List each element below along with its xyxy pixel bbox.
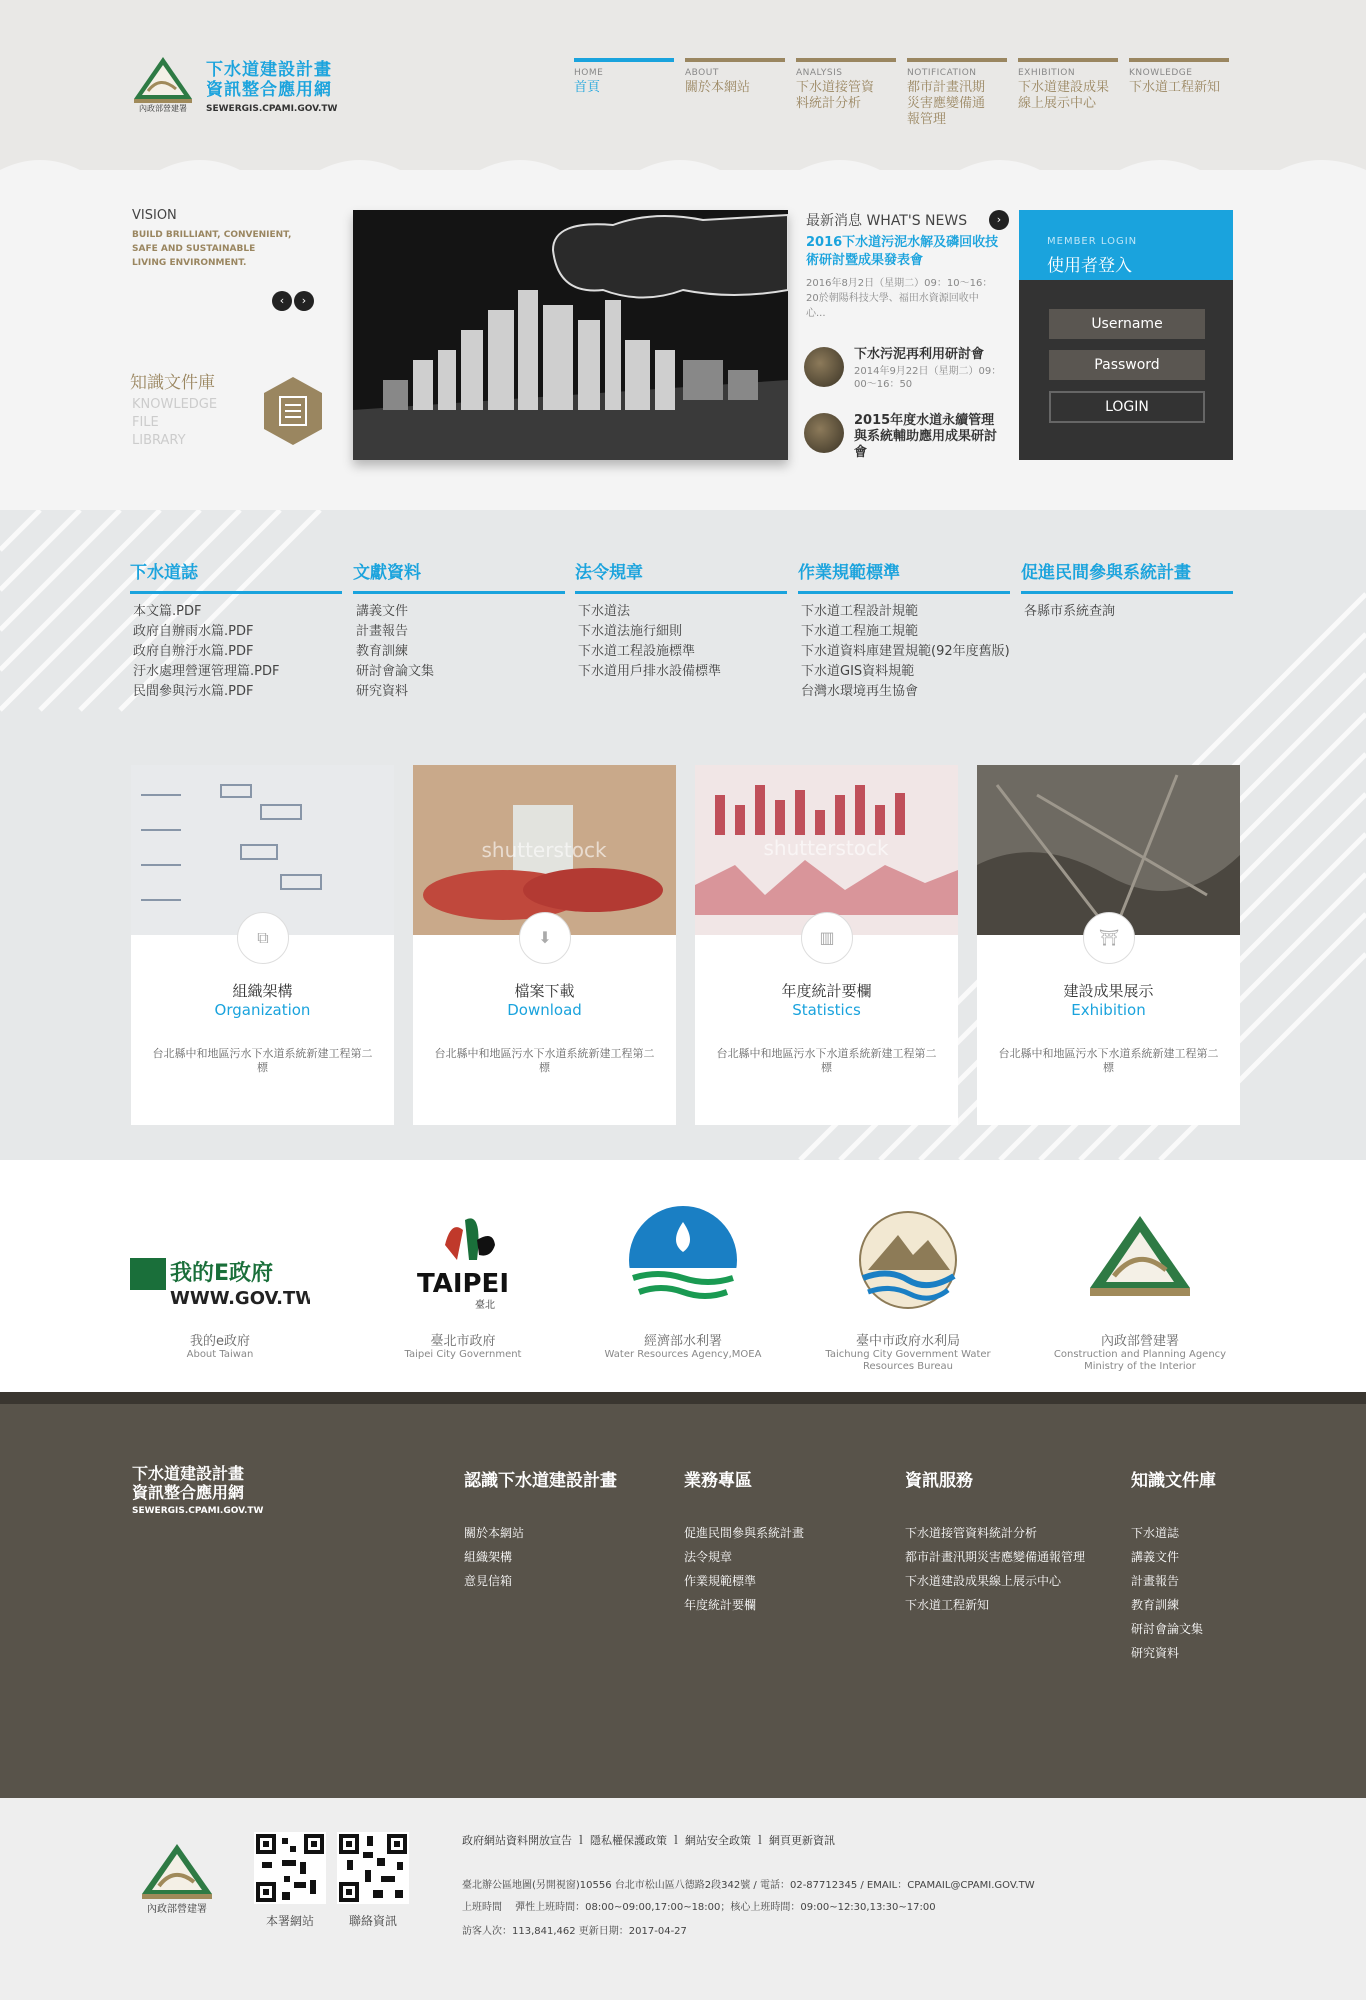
nav-home-zh: 首頁	[574, 80, 601, 95]
footer-link[interactable]: 年度統計要欄	[684, 1598, 757, 1612]
footer-link[interactable]: 作業規範標準	[684, 1574, 757, 1588]
footer-link[interactable]: 促進民間參與系統計畫	[684, 1526, 805, 1540]
column-link[interactable]: 下水道用戶排水設備標準	[578, 664, 722, 679]
card-title-zh: 年度統計要欄	[781, 982, 872, 1000]
footer-link[interactable]: 組織架構	[464, 1550, 513, 1564]
column-title[interactable]: 作業規範標準	[798, 558, 1010, 594]
partner-name-en: Water Resources Agency,MOEA	[604, 1349, 762, 1360]
card-image	[413, 765, 676, 935]
svg-text:shutterstock: shutterstock	[763, 836, 889, 860]
footer-link[interactable]: 講義文件	[1131, 1550, 1180, 1564]
column-standards	[798, 558, 1010, 702]
chart-icon: ▥	[801, 912, 853, 964]
card-image	[977, 765, 1240, 935]
visitor-count: 訪客人次：113,841,462 更新日期：2017-04-27	[462, 1926, 687, 1937]
nav-analysis-en: ANALYSIS	[796, 68, 843, 78]
footer-site-url: SEWERGIS.CPAMI.GOV.TW	[132, 1506, 264, 1516]
nav-analysis-zh: 下水道接管資料統計分析	[796, 80, 875, 111]
column-link[interactable]: 政府自辦雨水篇.PDF	[133, 624, 254, 639]
login-header	[1019, 210, 1233, 280]
footer-col-about	[464, 1466, 617, 1593]
download-icon: ⬇	[519, 912, 571, 964]
card-image	[695, 765, 958, 935]
nav-knowledge-zh: 下水道工程新知	[1129, 80, 1221, 95]
footer-link[interactable]: 下水道誌	[1131, 1526, 1180, 1540]
footer	[0, 1404, 1366, 1798]
news-item-title: 下水污泥再利用研討會	[854, 347, 985, 362]
news-thumbnail	[804, 413, 844, 453]
column-link[interactable]: 下水道工程設施標準	[578, 644, 696, 659]
column-title[interactable]: 法令規章	[575, 558, 787, 594]
nav-notification[interactable]	[907, 58, 1007, 128]
library-subtitle	[132, 396, 217, 450]
library-en-3: LIBRARY	[132, 433, 186, 448]
login-button[interactable]: LOGIN	[1049, 391, 1205, 423]
cpami-partner-logo	[1050, 1200, 1230, 1320]
news-main-title[interactable]: 2016下水道污泥水解及磷回收技術研討暨成果發表會	[806, 235, 999, 268]
column-link[interactable]: 各縣市系統查詢	[1024, 604, 1116, 619]
footer-link[interactable]: 法令規章	[684, 1550, 733, 1564]
card-title-en: Download	[507, 1001, 582, 1019]
nav-analysis[interactable]	[796, 58, 896, 112]
partner-name-zh: 經濟部水利署	[643, 1334, 722, 1349]
nav-knowledge[interactable]	[1129, 58, 1229, 96]
footer-site-title[interactable]	[132, 1464, 244, 1502]
column-title[interactable]: 促進民間參與系統計畫	[1021, 558, 1233, 594]
partner-name-zh: 內政部營建署	[1100, 1334, 1179, 1349]
news-item[interactable]	[804, 413, 1004, 463]
partner-taipei[interactable]	[373, 1200, 553, 1361]
footer-col-title: 業務專區	[684, 1471, 752, 1491]
svg-text:內政部營建署: 內政部營建署	[147, 1904, 207, 1915]
news-thumbnail	[804, 347, 844, 387]
card-title-zh: 檔案下載	[514, 982, 575, 1000]
footer-col-business	[684, 1466, 804, 1617]
nav-home[interactable]	[574, 58, 674, 96]
username-field[interactable]: Username	[1049, 309, 1205, 339]
city-model-illustration	[353, 210, 788, 460]
news-main-desc: 2016年8月2日（星期二）09：10～16：20於朝陽科技大學、福田水資源回收中心...	[806, 278, 993, 319]
nav-notification-zh: 都市計畫汛期災害應變備通報管理	[907, 80, 986, 127]
footer-link[interactable]: 研究資料	[1131, 1646, 1180, 1660]
qr-code-website[interactable]	[254, 1832, 326, 1904]
footer-title-line1: 下水道建設計畫	[132, 1464, 245, 1483]
partner-name-en: Taipei City Government	[404, 1349, 522, 1360]
partner-taichung-water[interactable]	[818, 1200, 998, 1373]
card-title-en: Exhibition	[1071, 1001, 1146, 1019]
column-link[interactable]: 下水道工程施工規範	[801, 624, 919, 639]
site-title-line1: 下水道建設計畫	[206, 60, 332, 80]
bottom-bar	[0, 1798, 1366, 2000]
svg-text:臺北: 臺北	[475, 1300, 495, 1311]
site-url: SEWERGIS.CPAMI.GOV.TW	[206, 104, 338, 114]
partner-egov[interactable]	[130, 1200, 310, 1361]
column-sewer-records	[130, 558, 342, 702]
prev-slide-button[interactable]: ‹	[272, 291, 292, 311]
column-link[interactable]: 政府自辦汙水篇.PDF	[133, 644, 254, 659]
card-desc: 台北縣中和地區污水下水道系統新建工程第二標	[716, 1047, 937, 1074]
partner-cpami[interactable]	[1050, 1200, 1230, 1373]
column-link[interactable]: 下水道GIS資料規範	[801, 664, 915, 679]
partner-name-en: Taichung City Government Water Resources Bureau	[825, 1349, 991, 1372]
column-link[interactable]: 民間參與污水篇.PDF	[133, 684, 254, 699]
next-slide-button[interactable]: ›	[294, 291, 314, 311]
taichung-logo	[818, 1200, 998, 1320]
card-download[interactable]	[413, 765, 676, 1125]
qr-code-contact[interactable]	[337, 1832, 409, 1904]
links-section	[0, 510, 1366, 1160]
svg-text:內政部營建署: 內政部營建署	[139, 104, 187, 113]
card-organization[interactable]	[131, 765, 394, 1125]
news-item-date: 2014年9月22日（星期二）09：00～16：50	[854, 366, 1002, 390]
nav-exhibition-en: EXHIBITION	[1018, 68, 1076, 78]
column-private-participation	[1021, 558, 1233, 622]
column-title[interactable]: 下水道誌	[130, 558, 342, 594]
footer-link[interactable]: 關於本網站	[464, 1526, 525, 1540]
column-link[interactable]: 台灣水環境再生協會	[801, 684, 919, 699]
qr-label-contact: 聯絡資訊	[348, 1914, 397, 1928]
column-regulations	[575, 558, 787, 682]
address-info: 臺北辦公區地圖(另開視窗)10556 台北市松山區八德路2段342號 / 電話：02-87712345 / EMAIL：CPAMAIL@CPAMI.GOV.TW	[462, 1880, 1035, 1891]
partner-name-en: Construction and Planning Agency Ministry of the Interior	[1053, 1349, 1227, 1372]
nav-about-zh: 關於本網站	[685, 80, 751, 95]
svg-text:shutterstock: shutterstock	[481, 838, 607, 862]
column-link[interactable]: 下水道資料庫建置規範(92年度舊版)	[801, 644, 1010, 659]
column-link[interactable]: 下水道法施行細則	[578, 624, 683, 639]
footer-link[interactable]: 計畫報告	[1131, 1574, 1180, 1588]
card-image	[131, 765, 394, 935]
exhibit-icon: ⛩	[1083, 912, 1135, 964]
card-desc: 台北縣中和地區污水下水道系統新建工程第二標	[152, 1047, 373, 1074]
library-title[interactable]: 知識文件庫	[130, 373, 215, 393]
column-link[interactable]: 汙水處理營運管理篇.PDF	[133, 664, 280, 679]
egov-logo	[130, 1200, 310, 1320]
svg-text:TAIPEI: TAIPEI	[416, 1269, 510, 1299]
footer-col-library	[1131, 1466, 1216, 1665]
vision-title: VISION	[132, 208, 177, 223]
news-more-button[interactable]: ›	[989, 210, 1009, 230]
footer-link[interactable]: 意見信箱	[464, 1574, 513, 1588]
card-desc: 台北縣中和地區污水下水道系統新建工程第二標	[998, 1047, 1219, 1074]
column-link[interactable]: 教育訓練	[356, 644, 409, 659]
password-field[interactable]: Password	[1049, 350, 1205, 380]
footer-link[interactable]: 都市計畫汛期災害應變備通報管理	[905, 1550, 1086, 1564]
nav-notification-en: NOTIFICATION	[907, 68, 977, 78]
partner-name-en: About Taiwan	[186, 1349, 254, 1360]
hero-slide-image[interactable]	[353, 210, 788, 460]
nav-about-en: ABOUT	[685, 68, 719, 78]
card-title-zh: 建設成果展示	[1063, 982, 1154, 1000]
footer-title-line2: 資訊整合應用網	[132, 1483, 245, 1502]
footer-col-title: 知識文件庫	[1131, 1471, 1216, 1491]
news-heading: 最新消息 WHAT'S NEWS	[806, 213, 968, 229]
partner-name-zh: 臺北市政府	[430, 1334, 496, 1349]
partner-wra[interactable]	[593, 1200, 773, 1361]
footer-col-services	[905, 1466, 1085, 1617]
column-title[interactable]: 文獻資料	[353, 558, 565, 594]
nav-knowledge-en: KNOWLEDGE	[1129, 68, 1193, 78]
column-link[interactable]: 本文篇.PDF	[133, 604, 202, 619]
login-title-zh: 使用者登入	[1047, 256, 1132, 276]
column-link[interactable]: 研討會論文集	[356, 664, 435, 679]
card-title-zh: 組織架構	[232, 982, 293, 1000]
cpami-logo[interactable]	[130, 55, 196, 115]
footer-col-title: 認識下水道建設計畫	[464, 1471, 617, 1491]
footer-link[interactable]: 研討會論文集	[1131, 1622, 1204, 1636]
taipei-logo	[373, 1200, 553, 1320]
footer-link[interactable]: 下水道接管資料統計分析	[905, 1526, 1038, 1540]
column-link[interactable]: 計畫報告	[356, 624, 409, 639]
column-documents	[353, 558, 565, 702]
library-en-1: KNOWLEDGE	[132, 397, 218, 412]
vision-text: BUILD BRILLIANT, CONVENIENT, SAFE AND SUSTAINABLE LIVING ENVIRONMENT.	[132, 230, 292, 268]
footer-link[interactable]: 下水道建設成果線上展示中心	[905, 1574, 1062, 1588]
card-exhibition[interactable]	[977, 765, 1240, 1125]
news-item-title: 2015年度水道永續管理與系統輔助應用成果研討會	[854, 413, 998, 460]
library-en-2: FILE	[132, 415, 159, 430]
column-link[interactable]: 研究資料	[356, 684, 409, 699]
column-link[interactable]: 下水道工程設計規範	[801, 604, 919, 619]
card-title-en: Statistics	[792, 1001, 861, 1019]
nav-about[interactable]	[685, 58, 785, 96]
news-item[interactable]	[804, 347, 1004, 389]
policy-links[interactable]: 政府網站資料開放宣告 ｌ 隱私權保護政策 ｌ 網站安全政策 ｌ 網頁更新資訊	[462, 1834, 835, 1847]
nav-exhibition-zh: 下水道建設成果線上展示中心	[1018, 80, 1110, 111]
wra-logo	[593, 1200, 773, 1320]
svg-text:WWW.GOV.TW: WWW.GOV.TW	[170, 1288, 310, 1309]
partner-name-zh: 我的e政府	[190, 1334, 250, 1349]
card-statistics[interactable]	[695, 765, 958, 1125]
document-icon[interactable]	[262, 375, 324, 447]
partners-section	[0, 1160, 1366, 1392]
card-desc: 台北縣中和地區污水下水道系統新建工程第二標	[434, 1047, 655, 1074]
site-title-line2: 資訊整合應用網	[206, 80, 332, 100]
partner-name-zh: 臺中市政府水利局	[855, 1334, 960, 1349]
site-title[interactable]	[206, 60, 332, 100]
login-title-en: MEMBER LOGIN	[1047, 236, 1138, 247]
nav-exhibition[interactable]	[1018, 58, 1118, 112]
card-title-en: Organization	[214, 1001, 311, 1019]
svg-text:我的E政府: 我的E政府	[170, 1261, 274, 1286]
qr-label-website: 本署網站	[265, 1914, 314, 1928]
cpami-bottom-logo	[132, 1838, 222, 1928]
org-icon: ⧉	[237, 912, 289, 964]
footer-link[interactable]: 教育訓練	[1131, 1598, 1180, 1612]
office-hours: 上班時間 彈性上班時間：08:00~09:00,17:00~18:00；核心上班時間：09:00~12:30,13:30~17:00	[462, 1902, 936, 1913]
footer-link[interactable]: 下水道工程新知	[905, 1598, 990, 1612]
column-link[interactable]: 講義文件	[356, 604, 409, 619]
login-panel	[1019, 210, 1233, 460]
nav-home-en: HOME	[574, 68, 604, 78]
column-link[interactable]: 下水道法	[578, 604, 631, 619]
footer-col-title: 資訊服務	[905, 1471, 973, 1491]
